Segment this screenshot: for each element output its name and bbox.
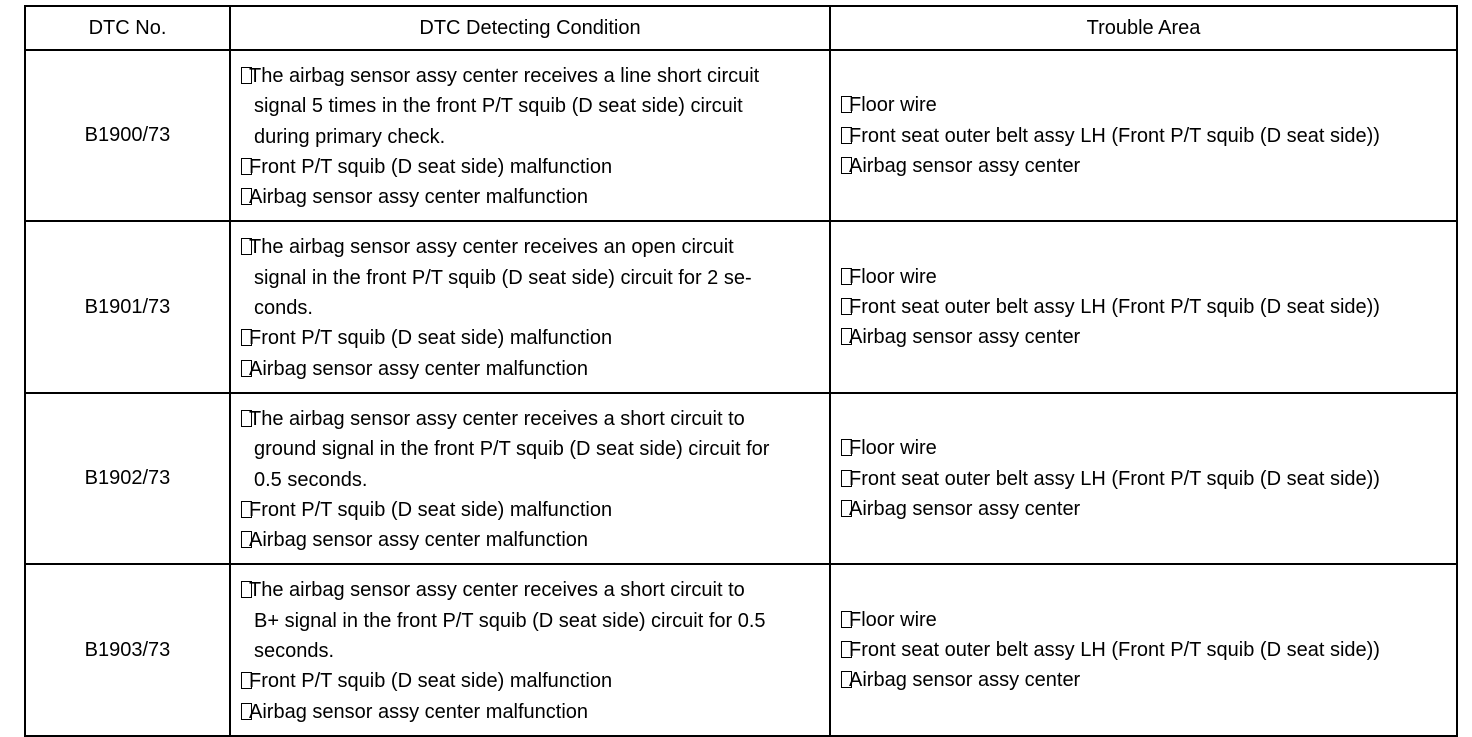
area-item: Airbag sensor assy center	[841, 322, 1446, 352]
condition-continuation: 0.5 seconds.	[254, 468, 368, 491]
header-trouble-area: Trouble Area	[830, 6, 1457, 50]
area-item: Airbag sensor assy center	[841, 494, 1446, 524]
condition-continuation: B+ signal in the front P/T squib (D seat side) circuit for 0.5	[254, 609, 766, 632]
header-detecting-condition: DTC Detecting Condition	[230, 6, 830, 50]
table-row	[25, 221, 1457, 392]
condition-item: The airbag sensor assy center receives a short circuit to	[241, 575, 819, 605]
condition-continuation: conds.	[254, 297, 313, 320]
condition-continuation: signal 5 times in the front P/T squib (D seat side) circuit	[254, 95, 743, 118]
area-item: Floor wire	[841, 433, 1446, 463]
condition-item: Front P/T squib (D seat side) malfunction	[241, 666, 819, 696]
trouble-area-cell	[830, 221, 1457, 392]
area-item: Airbag sensor assy center	[841, 151, 1446, 181]
detecting-condition-cell	[230, 50, 830, 221]
area-item: Front seat outer belt assy LH (Front P/T squib (D seat side))	[841, 121, 1446, 151]
area-item: Airbag sensor assy center	[841, 665, 1446, 695]
condition-item: The airbag sensor assy center receives a line short circuit	[241, 61, 819, 91]
detecting-condition-cell	[230, 564, 830, 735]
trouble-area-cell	[830, 393, 1457, 564]
condition-continuation: signal in the front P/T squib (D seat side) circuit for 2 se-	[254, 266, 752, 289]
area-item: Floor wire	[841, 90, 1446, 120]
area-item: Floor wire	[841, 262, 1446, 292]
trouble-area-cell	[830, 564, 1457, 735]
area-item: Front seat outer belt assy LH (Front P/T squib (D seat side))	[841, 635, 1446, 665]
dtc-table	[24, 5, 1458, 737]
area-item: Front seat outer belt assy LH (Front P/T squib (D seat side))	[841, 464, 1446, 494]
dtc-code: B1903/73	[25, 564, 230, 735]
table-row	[25, 50, 1457, 221]
condition-item: Airbag sensor assy center malfunction	[241, 354, 819, 384]
detecting-condition-cell	[230, 393, 830, 564]
area-item: Front seat outer belt assy LH (Front P/T squib (D seat side))	[841, 292, 1446, 322]
table-row	[25, 393, 1457, 564]
detecting-condition-cell	[230, 221, 830, 392]
condition-item: Front P/T squib (D seat side) malfunction	[241, 495, 819, 525]
header-dtc-no: DTC No.	[25, 6, 230, 50]
condition-item: Front P/T squib (D seat side) malfunction	[241, 323, 819, 353]
condition-item: The airbag sensor assy center receives a short circuit to	[241, 404, 819, 434]
condition-continuation: seconds.	[254, 640, 335, 663]
condition-item: Front P/T squib (D seat side) malfunction	[241, 152, 819, 182]
area-item: Floor wire	[841, 605, 1446, 635]
dtc-code: B1900/73	[25, 50, 230, 221]
condition-item: Airbag sensor assy center malfunction	[241, 525, 819, 555]
condition-item: Airbag sensor assy center malfunction	[241, 697, 819, 727]
trouble-area-cell	[830, 50, 1457, 221]
condition-continuation: during primary check.	[254, 125, 446, 148]
condition-item: The airbag sensor assy center receives an open circuit	[241, 232, 819, 262]
condition-item: Airbag sensor assy center malfunction	[241, 182, 819, 212]
condition-continuation: ground signal in the front P/T squib (D seat side) circuit for	[254, 438, 770, 461]
dtc-code: B1902/73	[25, 393, 230, 564]
dtc-code: B1901/73	[25, 221, 230, 392]
table-row	[25, 564, 1457, 735]
header-row	[25, 6, 1457, 50]
